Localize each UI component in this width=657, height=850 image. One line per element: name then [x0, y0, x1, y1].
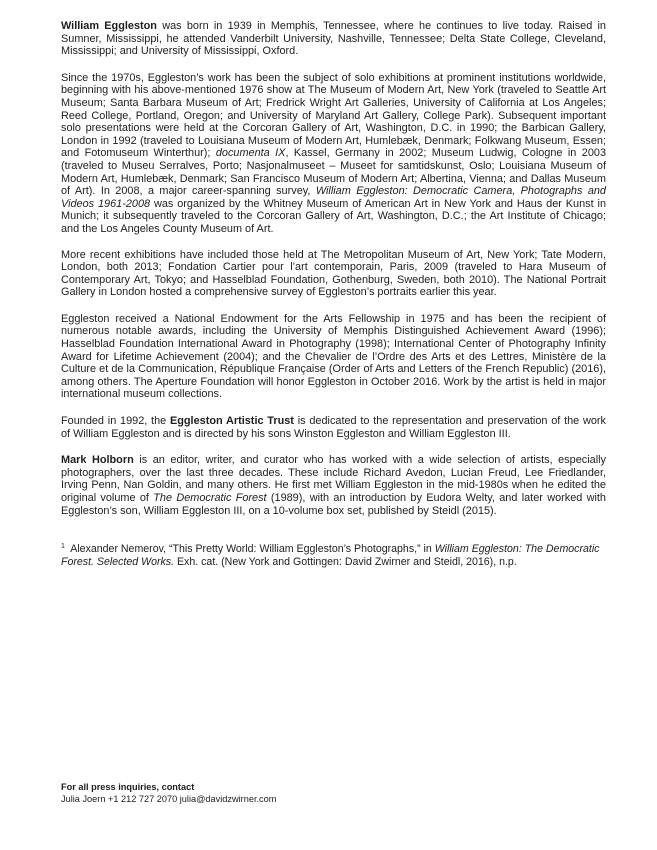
eggleston-bio-paragraph	[61, 20, 606, 58]
footnote-marker: 1	[61, 543, 65, 551]
trust-text-2: is dedicated to the representation and preservation of the work of William Eggleston and is directed by his sons Winston Eggleston and William Eggleston III.	[61, 415, 606, 440]
trust-name: Eggleston Artistic Trust	[169, 415, 294, 428]
footnote-text-1: Alexander Nemerov, “This Pretty World: William Eggleston’s Photographs,” in	[67, 543, 435, 556]
eggleston-bio-text: was born in 1939 in Memphis, Tennessee, where he continues to live today. Raised in Sumner, Mississippi, he attended Vanderbilt University, Nashville, Tennessee; Delta State College, Cleveland, Mississippi; and University of Mississippi, Oxford.	[61, 20, 606, 58]
press-contact-details: Julia Joern +1 212 727 2070 julia@davidzwirner.com	[61, 794, 277, 804]
trust-paragraph	[61, 415, 606, 440]
solo-text-1: Since the 1970s, Eggleston’s work has been the subject of solo exhibitions at prominent institutions worldwide, beginning with his above-mentioned 1976 show at The Museum of Modern Art, New York (traveled to Seattle Art Museum; Santa Barbara Museum of Art; Fredrick Wright Art Galleries, University of California at Los Angeles; Reed College, Portland, Oregon; and University of Maryland Art Gallery, College Park). Subsequent important solo presentations were held at the Corcoran Gallery of Art, Washington, D.C. in 1990; the Barbican Gallery, London in 1992 (traveled to Louisiana Museum of Modern Art, Humlebæk, Denmark; Folkwang Museum, Essen; and Fotomuseum Winterthur);	[61, 71, 606, 160]
holborn-bio-paragraph	[61, 454, 606, 517]
solo-exhibitions-paragraph	[61, 72, 606, 236]
press-contact	[61, 781, 276, 805]
press-heading-text: For all press inquiries, contact	[61, 782, 195, 792]
holborn-name: Mark Holborn	[61, 454, 134, 467]
solo-text-2: , Kassel, Germany in 2002; Museum Ludwig, Cologne in 2003 (traveled to Museu Serralves, Porto; Nasjonalmuseet – Museet for samtidskunst, Oslo; Louisiana Museum of Modern Art, Humlebæk, Denmark; San Francisco Museum of Modern Art; Albertina, Vienna; and Dallas Museum of Art). In 2008, a major career-spanning survey,	[61, 147, 607, 198]
footnote-book-title: William Eggleston: The Democratic Forest. Selected Works.	[61, 543, 600, 568]
trust-text-1: Founded in 1992, the	[61, 415, 170, 428]
documenta-title: documenta IX	[215, 147, 286, 160]
eggleston-name: William Eggleston	[61, 20, 157, 32]
solo-text-3: was organized by the Whitney Museum of American Art in New York and Haus der Kunst in Munich; it subsequently traveled to the Corcoran Gallery of Art, Washington, D.C.; the Art Institute of Chicago; and the Los Angeles County Museum of Art.	[61, 197, 606, 235]
press-heading	[61, 781, 276, 793]
awards-paragraph: Eggleston received a National Endowment for the Arts Fellowship in 1975 and has been the recipient of numerous notable awards, including the University of Memphis Distinguished Achievement Award (1996); Hasselblad Foundation International Award in Photography (1998); International Center of Photography Infinity Award for Lifetime Achievement (2004); and the Chevalier de l’Ordre des Arts et des Lettres, Ministère de la Culture et de la Communication, République Française (Order of Arts and Letters of the French Republic) (2016), among others. The Aperture Foundation will honor Eggleston in October 2016. Work by the artist is held in major international museum collections.	[61, 312, 606, 401]
document-body	[61, 20, 606, 582]
democratic-camera-title: William Eggleston: Democratic Camera, Photographs and Videos 1961-2008	[61, 185, 606, 210]
holborn-text-1: is an editor, writer, and curator who has worked with a wide selection of artists, especially photographers, over the last three decades. These include Richard Avedon, Lucian Freud, Lee Friedlander, Irving Penn, Nan Goldin, and many others. He first met William Eggleston in the mid-1980s when he edited the original volume of	[61, 454, 606, 504]
footnote-text-2: Exh. cat. (New York and Gottingen: David Zwirner and Steidl, 2016), n.p.	[174, 555, 517, 568]
footnote	[61, 541, 606, 568]
recent-exhibitions-paragraph: More recent exhibitions have included those held at The Metropolitan Museum of Art, New York; Tate Modern, London, both 2013; Fondation Cartier pour l’art contemporain, Paris, 2009 (traveled to Hara Museum of Contemporary Art, Tokyo; and Hasselblad Foundation, Gothenburg, Sweden, both 2010). The National Portrait Gallery in London hosted a comprehensive survey of Eggleston’s portraits earlier this year.	[61, 248, 606, 299]
holborn-text-2: (1989), with an introduction by Eudora Welty, and later worked with Eggleston’s son, William Eggleston III, on a 10-volume box set, published by Steidl (2015).	[61, 492, 606, 517]
democratic-forest-title: The Democratic Forest	[153, 492, 267, 504]
